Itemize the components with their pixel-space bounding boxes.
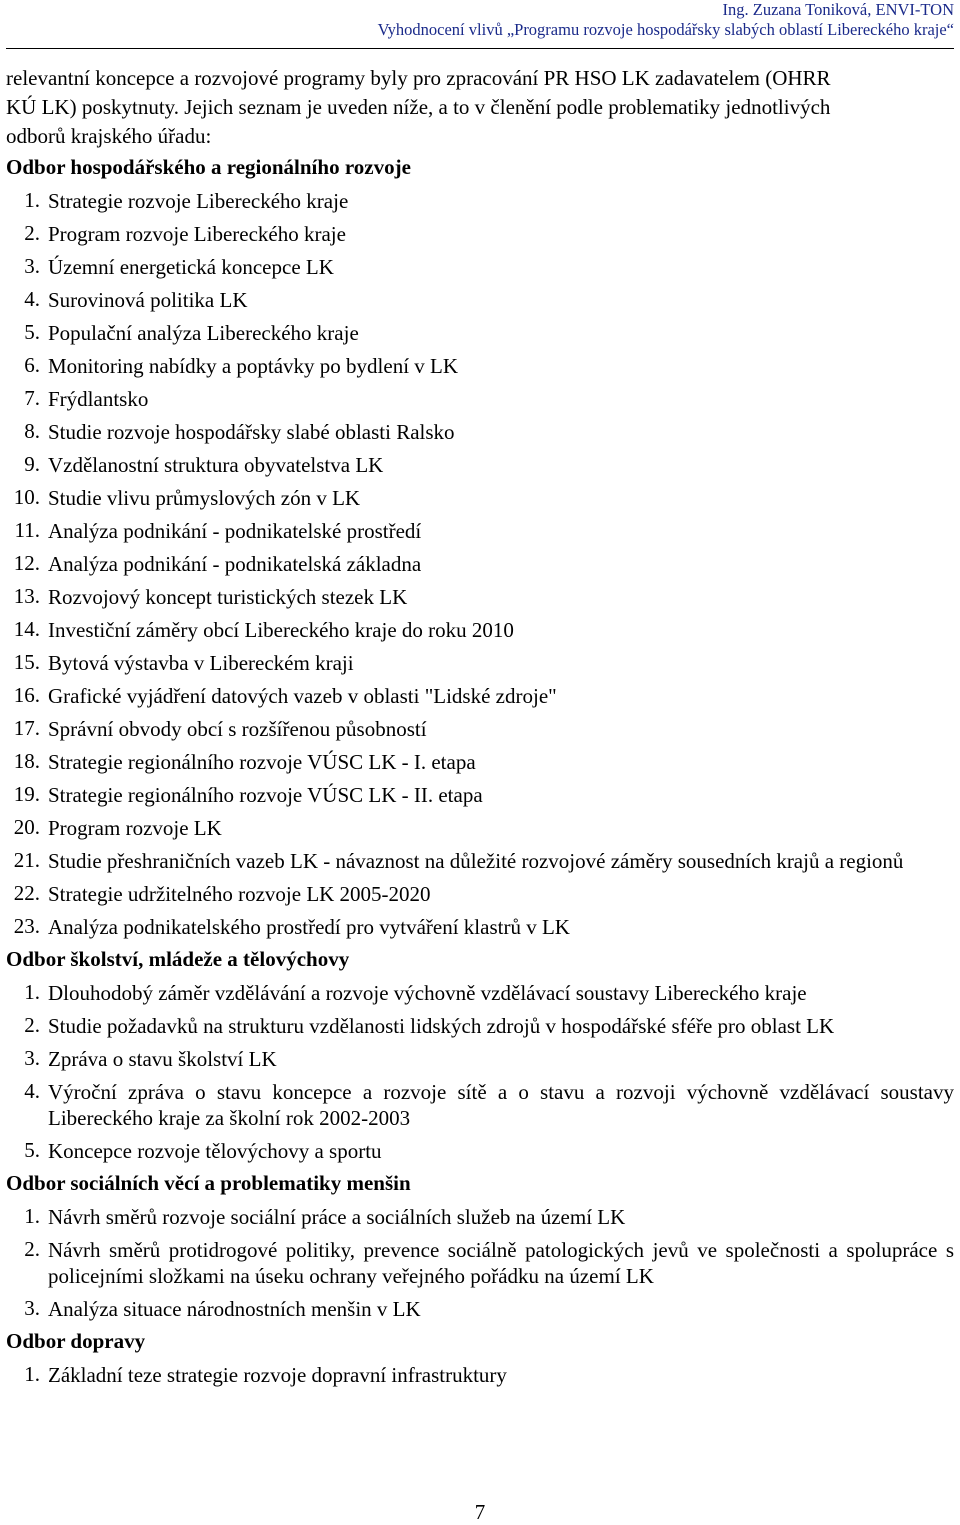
list-item-number: 2. bbox=[24, 1237, 40, 1261]
list-item-text: Surovinová politika LK bbox=[48, 287, 248, 312]
list-item bbox=[6, 1134, 954, 1167]
list-item bbox=[6, 547, 954, 580]
list-item-number: 20. bbox=[13, 815, 40, 839]
list-item bbox=[6, 283, 954, 316]
list-item bbox=[6, 1358, 954, 1391]
list-item bbox=[6, 679, 954, 712]
list-item-text: Studie požadavků na strukturu vzdělanosti lidských zdrojů v hospodářské sféře pro oblast LK bbox=[48, 1013, 835, 1038]
section bbox=[6, 1167, 954, 1325]
list-item-number: 21. bbox=[13, 848, 40, 872]
list-item-text: Studie vlivu průmyslových zón v LK bbox=[48, 485, 361, 510]
list-item-text: Analýza situace národnostních menšin v LK bbox=[48, 1296, 421, 1321]
list-item-text: Dlouhodobý záměr vzdělávání a rozvoje výchovně vzdělávací soustavy Libereckého kraje bbox=[48, 980, 807, 1005]
list-item-text: Strategie rozvoje Libereckého kraje bbox=[48, 188, 349, 213]
document-list bbox=[6, 1358, 954, 1391]
list-item-text: Investiční záměry obcí Libereckého kraje do roku 2010 bbox=[48, 617, 514, 642]
section bbox=[6, 943, 954, 1167]
list-item-number: 3. bbox=[24, 1296, 40, 1320]
list-item-text: Správní obvody obcí s rozšířenou působností bbox=[48, 716, 427, 741]
list-item bbox=[6, 580, 954, 613]
list-item bbox=[6, 778, 954, 811]
list-item bbox=[6, 1292, 954, 1325]
list-item bbox=[6, 1009, 954, 1042]
list-item-text: Rozvojový koncept turistických stezek LK bbox=[48, 584, 408, 609]
list-item-number: 3. bbox=[24, 254, 40, 278]
list-item bbox=[6, 646, 954, 679]
section-heading: Odbor školství, mládeže a tělovýchovy bbox=[6, 947, 350, 971]
list-item-text: Návrh směrů rozvoje sociální práce a sociálních služeb na území LK bbox=[48, 1204, 626, 1229]
list-item-number: 5. bbox=[24, 1138, 40, 1162]
list-item bbox=[6, 349, 954, 382]
section-heading: Odbor dopravy bbox=[6, 1329, 146, 1353]
list-item-text: Strategie udržitelného rozvoje LK 2005-2020 bbox=[48, 881, 431, 906]
list-item-text: Analýza podnikání - podnikatelská základna bbox=[48, 551, 422, 576]
list-item-number: 14. bbox=[13, 617, 40, 641]
list-item-number: 13. bbox=[13, 584, 40, 608]
list-item bbox=[6, 382, 954, 415]
list-item bbox=[6, 217, 954, 250]
list-item-number: 8. bbox=[24, 419, 40, 443]
list-item bbox=[6, 184, 954, 217]
list-item-number: 10. bbox=[13, 485, 40, 509]
list-item-number: 1. bbox=[24, 1362, 40, 1386]
list-item-text: Analýza podnikání - podnikatelské prostředí bbox=[48, 518, 422, 543]
list-item bbox=[6, 712, 954, 745]
list-item bbox=[6, 415, 954, 448]
list-item bbox=[6, 1200, 954, 1233]
list-item-number: 1. bbox=[24, 188, 40, 212]
list-item-text: Strategie regionálního rozvoje VÚSC LK - I. etapa bbox=[48, 749, 476, 774]
list-item-text: Koncepce rozvoje tělovýchovy a sportu bbox=[48, 1138, 382, 1163]
list-item-text: Strategie regionálního rozvoje VÚSC LK - II. etapa bbox=[48, 782, 483, 807]
header-divider bbox=[6, 48, 954, 49]
list-item bbox=[6, 1042, 954, 1075]
list-item bbox=[6, 481, 954, 514]
list-item-text: Program rozvoje Libereckého kraje bbox=[48, 221, 346, 246]
list-item-number: 1. bbox=[24, 1204, 40, 1228]
list-item-number: 5. bbox=[24, 320, 40, 344]
list-item bbox=[6, 877, 954, 910]
page-number: 7 bbox=[474, 1500, 486, 1524]
list-item-text: Studie přeshraničních vazeb LK - návaznost na důležité rozvojové záměry sousedních krajů a regionů bbox=[48, 848, 904, 873]
document-body bbox=[6, 64, 954, 1391]
header-title: Vyhodnocení vlivů „Programu rozvoje hospodářsky slabých oblastí Libereckého kraje“ bbox=[377, 20, 954, 39]
intro-line: relevantní koncepce a rozvojové programy byly pro zpracování PR HSO LK zadavatelem (OHRR bbox=[6, 66, 831, 90]
list-item-number: 9. bbox=[24, 452, 40, 476]
list-item bbox=[6, 316, 954, 349]
sections-container bbox=[6, 151, 954, 1391]
list-item-number: 11. bbox=[14, 518, 40, 542]
list-item-text: Výroční zpráva o stavu koncepce a rozvoje sítě a o stavu a rozvoji výchovně vzdělávací soustavy Libereckého kraje za školní rok 2002-2003 bbox=[48, 1079, 954, 1130]
list-item-text: Návrh směrů protidrogové politiky, prevence sociálně patologických jevů ve společnosti a spolupráce s policejními složkami na úseku ochrany veřejného pořádku na území LK bbox=[48, 1237, 954, 1288]
header-author: Ing. Zuzana Toniková, ENVI-TON bbox=[722, 0, 954, 19]
list-item-text: Studie rozvoje hospodářsky slabé oblasti Ralsko bbox=[48, 419, 455, 444]
list-item-text: Vzdělanostní struktura obyvatelstva LK bbox=[48, 452, 384, 477]
list-item-text: Základní teze strategie rozvoje dopravní infrastruktury bbox=[48, 1362, 507, 1387]
list-item-number: 3. bbox=[24, 1046, 40, 1070]
section bbox=[6, 1325, 954, 1391]
section bbox=[6, 151, 954, 943]
list-item-text: Grafické vyjádření datových vazeb v oblasti "Lidské zdroje" bbox=[48, 683, 557, 708]
list-item-text: Populační analýza Libereckého kraje bbox=[48, 320, 359, 345]
section-heading: Odbor hospodářského a regionálního rozvoje bbox=[6, 155, 411, 179]
list-item bbox=[6, 250, 954, 283]
list-item-text: Územní energetická koncepce LK bbox=[48, 254, 334, 279]
list-item-text: Analýza podnikatelského prostředí pro vytváření klastrů v LK bbox=[48, 914, 570, 939]
list-item-number: 1. bbox=[24, 980, 40, 1004]
document-list bbox=[6, 1200, 954, 1325]
document-list bbox=[6, 184, 954, 943]
list-item-number: 2. bbox=[24, 221, 40, 245]
list-item-number: 7. bbox=[24, 386, 40, 410]
list-item-text: Program rozvoje LK bbox=[48, 815, 222, 840]
list-item-number: 2. bbox=[24, 1013, 40, 1037]
list-item bbox=[6, 811, 954, 844]
list-item-number: 16. bbox=[13, 683, 40, 707]
running-header bbox=[378, 0, 954, 40]
list-item-text: Frýdlantsko bbox=[48, 386, 149, 411]
list-item bbox=[6, 514, 954, 547]
list-item-text: Zpráva o stavu školství LK bbox=[48, 1046, 277, 1071]
list-item-number: 18. bbox=[13, 749, 40, 773]
intro-paragraph bbox=[6, 64, 954, 151]
list-item-number: 4. bbox=[24, 1079, 40, 1103]
list-item bbox=[6, 976, 954, 1009]
list-item-number: 15. bbox=[13, 650, 40, 674]
intro-line: KÚ LK) poskytnuty. Jejich seznam je uveden níže, a to v členění podle problematiky jednotlivých bbox=[6, 95, 831, 119]
list-item-text: Monitoring nabídky a poptávky po bydlení v LK bbox=[48, 353, 459, 378]
list-item-text: Bytová výstavba v Libereckém kraji bbox=[48, 650, 354, 675]
list-item-number: 19. bbox=[13, 782, 40, 806]
list-item-number: 23. bbox=[13, 914, 40, 938]
list-item bbox=[6, 1233, 954, 1292]
list-item bbox=[6, 1075, 954, 1134]
list-item-number: 4. bbox=[24, 287, 40, 311]
intro-line: odborů krajského úřadu: bbox=[6, 124, 212, 148]
section-heading: Odbor sociálních věcí a problematiky menšin bbox=[6, 1171, 411, 1195]
list-item-number: 17. bbox=[13, 716, 40, 740]
document-list bbox=[6, 976, 954, 1167]
list-item bbox=[6, 448, 954, 481]
list-item bbox=[6, 910, 954, 943]
list-item-number: 6. bbox=[24, 353, 40, 377]
list-item bbox=[6, 844, 954, 877]
list-item bbox=[6, 745, 954, 778]
list-item bbox=[6, 613, 954, 646]
list-item-number: 22. bbox=[13, 881, 40, 905]
list-item-number: 12. bbox=[13, 551, 40, 575]
